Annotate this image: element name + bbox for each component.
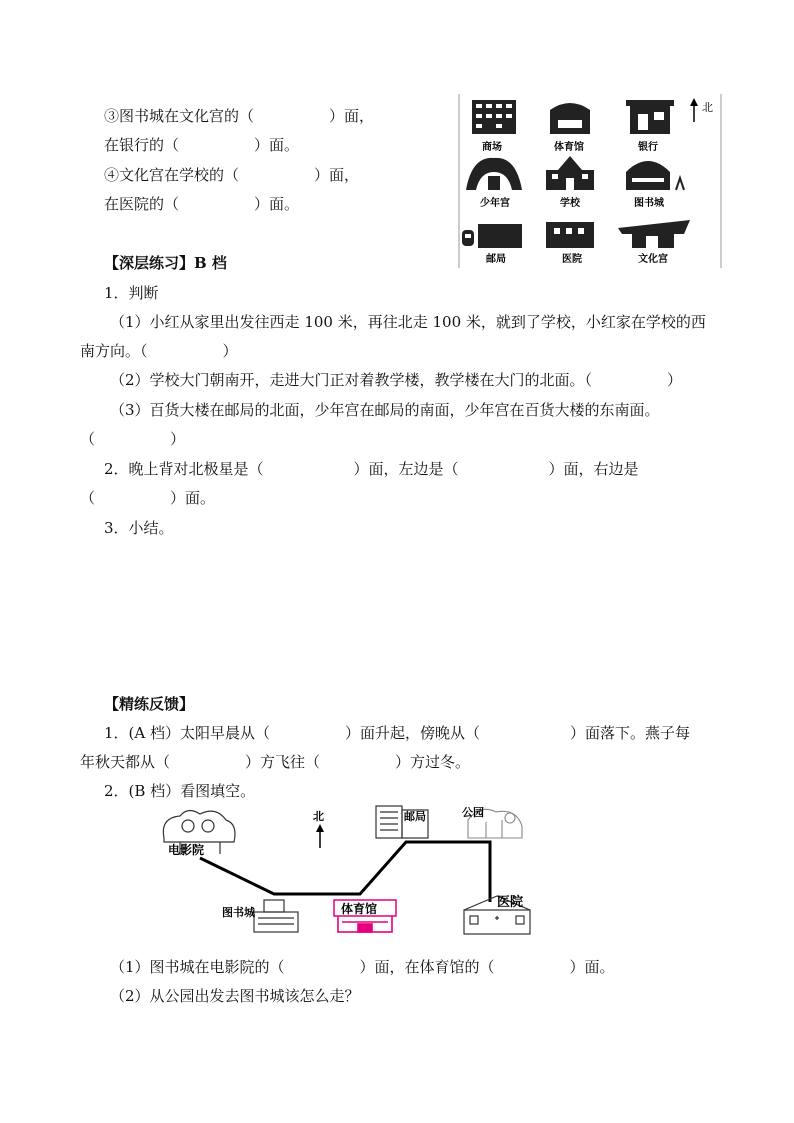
judge-item-1-line2: 南方向。（ ）	[80, 342, 238, 360]
label-gym: 体育馆	[341, 902, 378, 916]
label-post-office: 邮局	[486, 254, 506, 265]
school-building-icon	[546, 156, 594, 190]
q4-line1: ④文化宫在学校的（ ）面，	[104, 166, 360, 184]
fill-item-2: （2）从公园出发去图书城该怎么走？	[110, 987, 360, 1005]
route-line	[200, 842, 490, 902]
culture-palace-icon	[618, 220, 690, 248]
north-label: 北	[702, 101, 713, 114]
north-arrow-icon	[690, 98, 698, 122]
label-hospital: 医院	[497, 895, 524, 910]
judge-item-3-line2: （ ）	[80, 430, 186, 448]
judge-title: 1．判断	[104, 284, 159, 302]
label-youth-palace: 少年宫	[480, 198, 510, 209]
q3-line2: 在银行的（ ）面。	[104, 136, 300, 154]
summary-prompt: 3．小结。	[104, 519, 174, 537]
label-library: 图书城	[222, 906, 255, 919]
section-practice-feedback: 【精练反馈】	[104, 695, 195, 713]
buildings-map-figure	[458, 94, 724, 268]
label-culture-palace: 文化宫	[638, 254, 668, 265]
feedback-1-line2: 年秋天都从（ ）方飞往（ ）方过冬。	[80, 753, 471, 771]
feedback-2-title: 2．(B 档）看图填空。	[104, 782, 256, 800]
north-arrow-icon	[316, 824, 324, 848]
label-park: 公园	[462, 806, 484, 819]
feedback-1-line1: 1．(A 档）太阳早晨从（ ）面升起，傍晚从（ ）面落下。燕子每	[104, 724, 691, 742]
q2-line2: （ ）面。	[80, 489, 216, 507]
fill-item-1: （1）图书城在电影院的（ ）面，在体育馆的（ ）面。	[110, 958, 615, 976]
gym-building-icon	[550, 103, 590, 134]
section-deep-practice: 【深层练习】B 档	[104, 254, 227, 272]
label-gym: 体育馆	[554, 142, 584, 153]
label-post-office: 邮局	[404, 810, 426, 823]
label-cinema: 电影院	[168, 843, 205, 857]
q3-line1: ③图书城在文化宫的（ ）面，	[104, 107, 375, 125]
library-building-icon	[254, 900, 298, 932]
judge-item-3-line1: （3）百货大楼在邮局的北面，少年宫在邮局的南面，少年宫在百货大楼的东南面。	[110, 401, 660, 419]
label-bank: 银行	[638, 142, 658, 153]
route-map-figure	[150, 802, 540, 938]
q4-line2: 在医院的（ ）面。	[104, 195, 300, 213]
label-school: 学校	[560, 198, 580, 209]
q2-line1: 2．晚上背对北极星是（ ）面，左边是（ ）面，右边是	[104, 460, 639, 478]
label-hospital: 医院	[562, 254, 582, 265]
library-building-icon	[626, 161, 684, 190]
post-office-icon	[462, 224, 522, 248]
youth-palace-icon	[466, 158, 522, 190]
mall-building-icon	[472, 100, 516, 134]
label-library: 图书城	[634, 198, 664, 209]
hospital-building-icon	[546, 222, 594, 248]
label-mall: 商场	[482, 142, 502, 153]
bank-building-icon	[626, 100, 674, 134]
judge-item-1-line1: （1）小红从家里出发往西走 100 米，再往北走 100 米，就到了学校，小红家在学校的西	[110, 313, 706, 331]
judge-item-2: （2）学校大门朝南开，走进大门正对着教学楼，教学楼在大门的北面。（ ）	[110, 371, 683, 389]
north-label: 北	[313, 810, 324, 823]
